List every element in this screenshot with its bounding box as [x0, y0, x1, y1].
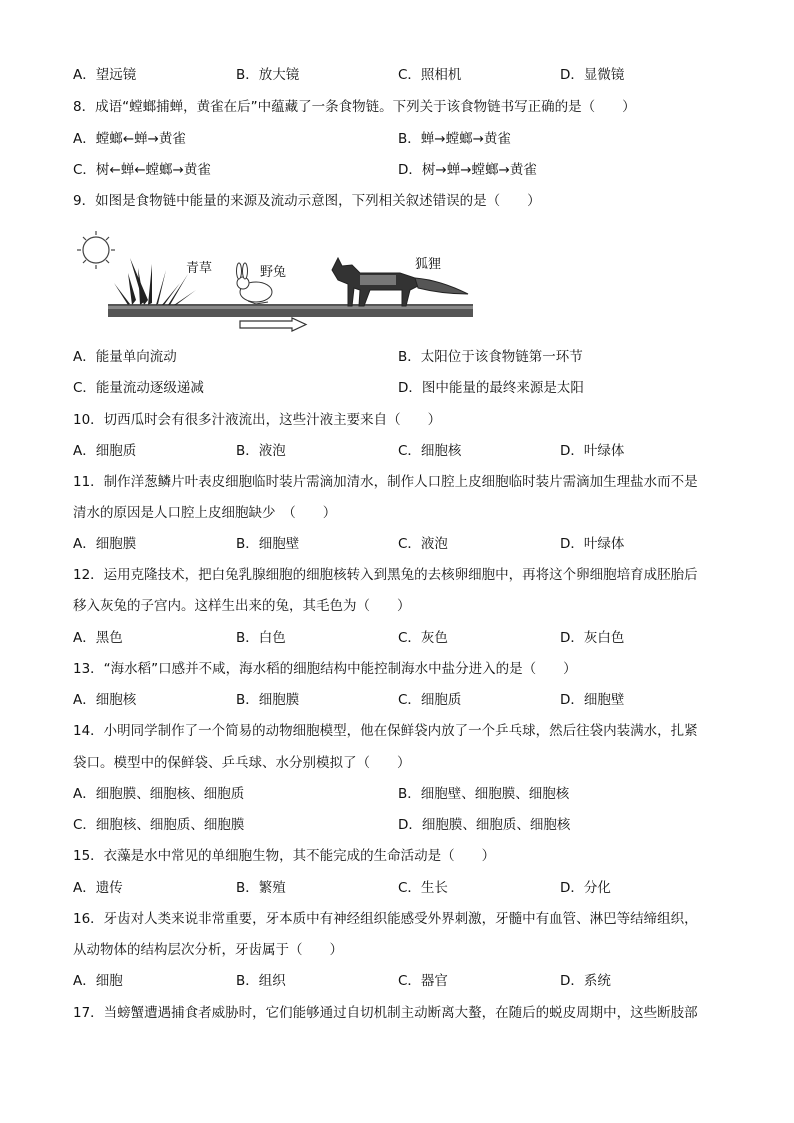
q16-stem-line2: 从动物体的结构层次分析，牙齿属于（ ） [73, 942, 343, 958]
q10-option-c: C．细胞核 [398, 443, 462, 459]
q12-option-b: B．白色 [236, 630, 286, 646]
q15-option-c: C．生长 [398, 880, 448, 896]
q8-option-a: A．螳螂←蝉→黄雀 [73, 131, 186, 147]
q7-option-d: D．显微镜 [560, 67, 625, 83]
q10-option-a: A．细胞质 [73, 443, 137, 459]
q16-option-d: D．系统 [560, 973, 611, 989]
q9-option-c: C．能量流动逐级递减 [73, 380, 204, 396]
q9-option-a: A．能量单向流动 [73, 349, 177, 365]
q11-option-b: B．细胞壁 [236, 536, 300, 552]
q10-option-b: B．液泡 [236, 443, 286, 459]
q17-stem-line1: 17．当螃蟹遭遇捕食者威胁时，它们能够通过自切机制主动断离大螯，在随后的蜕皮周期中，这些断肢部 [73, 1005, 698, 1021]
q8-option-b: B．蝉→螳螂→黄雀 [398, 131, 511, 147]
energy-flow-arrow [240, 318, 306, 331]
q15-option-d: D．分化 [560, 880, 611, 896]
q12-option-d: D．灰白色 [560, 630, 625, 646]
q11-option-d: D．叶绿体 [560, 536, 625, 552]
q7-option-c: C．照相机 [398, 67, 462, 83]
q16-option-c: C．器官 [398, 973, 448, 989]
q11-option-a: A．细胞膜 [73, 536, 137, 552]
q14-option-c: C．细胞核、细胞质、细胞膜 [73, 817, 245, 833]
q12-option-a: A．黑色 [73, 630, 123, 646]
q11-stem-line1: 11．制作洋葱鳞片叶表皮细胞临时装片需滴加清水，制作人口腔上皮细胞临时装片需滴加生理盐水而不是 [73, 474, 698, 490]
q12-option-c: C．灰色 [398, 630, 448, 646]
q13-option-b: B．细胞膜 [236, 692, 300, 708]
q9-stem: 9．如图是食物链中能量的来源及流动示意图，下列相关叙述错误的是（ ） [73, 193, 541, 209]
q16-stem-line1: 16．牙齿对人类来说非常重要，牙本质中有神经组织能感受外界刺激，牙髓中有血管、淋巴等结缔组织， [73, 911, 698, 927]
q7-option-a: A．望远镜 [73, 67, 137, 83]
q13-stem: 13．“海水稻”口感并不咸，海水稻的细胞结构中能控制海水中盐分进入的是（ ） [73, 661, 577, 677]
q8-option-d: D．树→蝉→螳螂→黄雀 [398, 162, 537, 178]
q15-option-a: A．遗传 [73, 880, 123, 896]
q12-stem-line2: 移入灰兔的子宫内。这样生出来的兔，其毛色为（ ） [73, 598, 411, 614]
ground-strip [108, 304, 473, 317]
q11-option-c: C．液泡 [398, 536, 448, 552]
rabbit-label: 野兔 [260, 265, 287, 280]
q13-option-c: C．细胞质 [398, 692, 462, 708]
q16-option-b: B．组织 [236, 973, 286, 989]
food-chain-figure [70, 228, 480, 336]
q7-option-b: B．放大镜 [236, 67, 300, 83]
q13-option-a: A．细胞核 [73, 692, 137, 708]
q8-option-c: C．树←蝉←螳螂→黄雀 [73, 162, 211, 178]
q14-option-d: D．细胞膜、细胞质、细胞核 [398, 817, 571, 833]
q10-option-d: D．叶绿体 [560, 443, 625, 459]
q14-option-a: A．细胞膜、细胞核、细胞质 [73, 786, 245, 802]
q9-option-d: D．图中能量的最终来源是太阳 [398, 380, 584, 396]
q13-option-d: D．细胞壁 [560, 692, 625, 708]
q14-option-b: B．细胞壁、细胞膜、细胞核 [398, 786, 570, 802]
q8-stem: 8．成语“螳螂捕蝉，黄雀在后”中蕴藏了一条食物链。下列关于该食物链书写正确的是（ ） [73, 99, 636, 115]
q14-stem-line1: 14．小明同学制作了一个简易的动物细胞模型，他在保鲜袋内放了一个乒乓球，然后往袋内装满水，扎紧 [73, 723, 698, 739]
grass-icon [114, 258, 196, 305]
q10-stem: 10．切西瓜时会有很多汁液流出，这些汁液主要来自（ ） [73, 412, 442, 428]
grass-label: 青草 [186, 261, 213, 276]
q15-option-b: B．繁殖 [236, 880, 286, 896]
fox-label: 狐狸 [415, 257, 442, 272]
q9-option-b: B．太阳位于该食物链第一环节 [398, 349, 583, 365]
sun-icon [77, 231, 115, 269]
q15-stem: 15．衣藻是水中常见的单细胞生物，其不能完成的生命活动是（ ） [73, 848, 496, 864]
q16-option-a: A．细胞 [73, 973, 123, 989]
q14-stem-line2: 袋口。模型中的保鲜袋、乒乓球、水分别模拟了（ ） [73, 755, 411, 771]
q11-stem-line2: 清水的原因是人口腔上皮细胞缺少 （ ） [73, 505, 337, 521]
q12-stem-line1: 12．运用克隆技术，把白兔乳腺细胞的细胞核转入到黑兔的去核卵细胞中，再将这个卵细胞培育成胚胎后 [73, 567, 698, 583]
fox-icon [332, 258, 468, 306]
